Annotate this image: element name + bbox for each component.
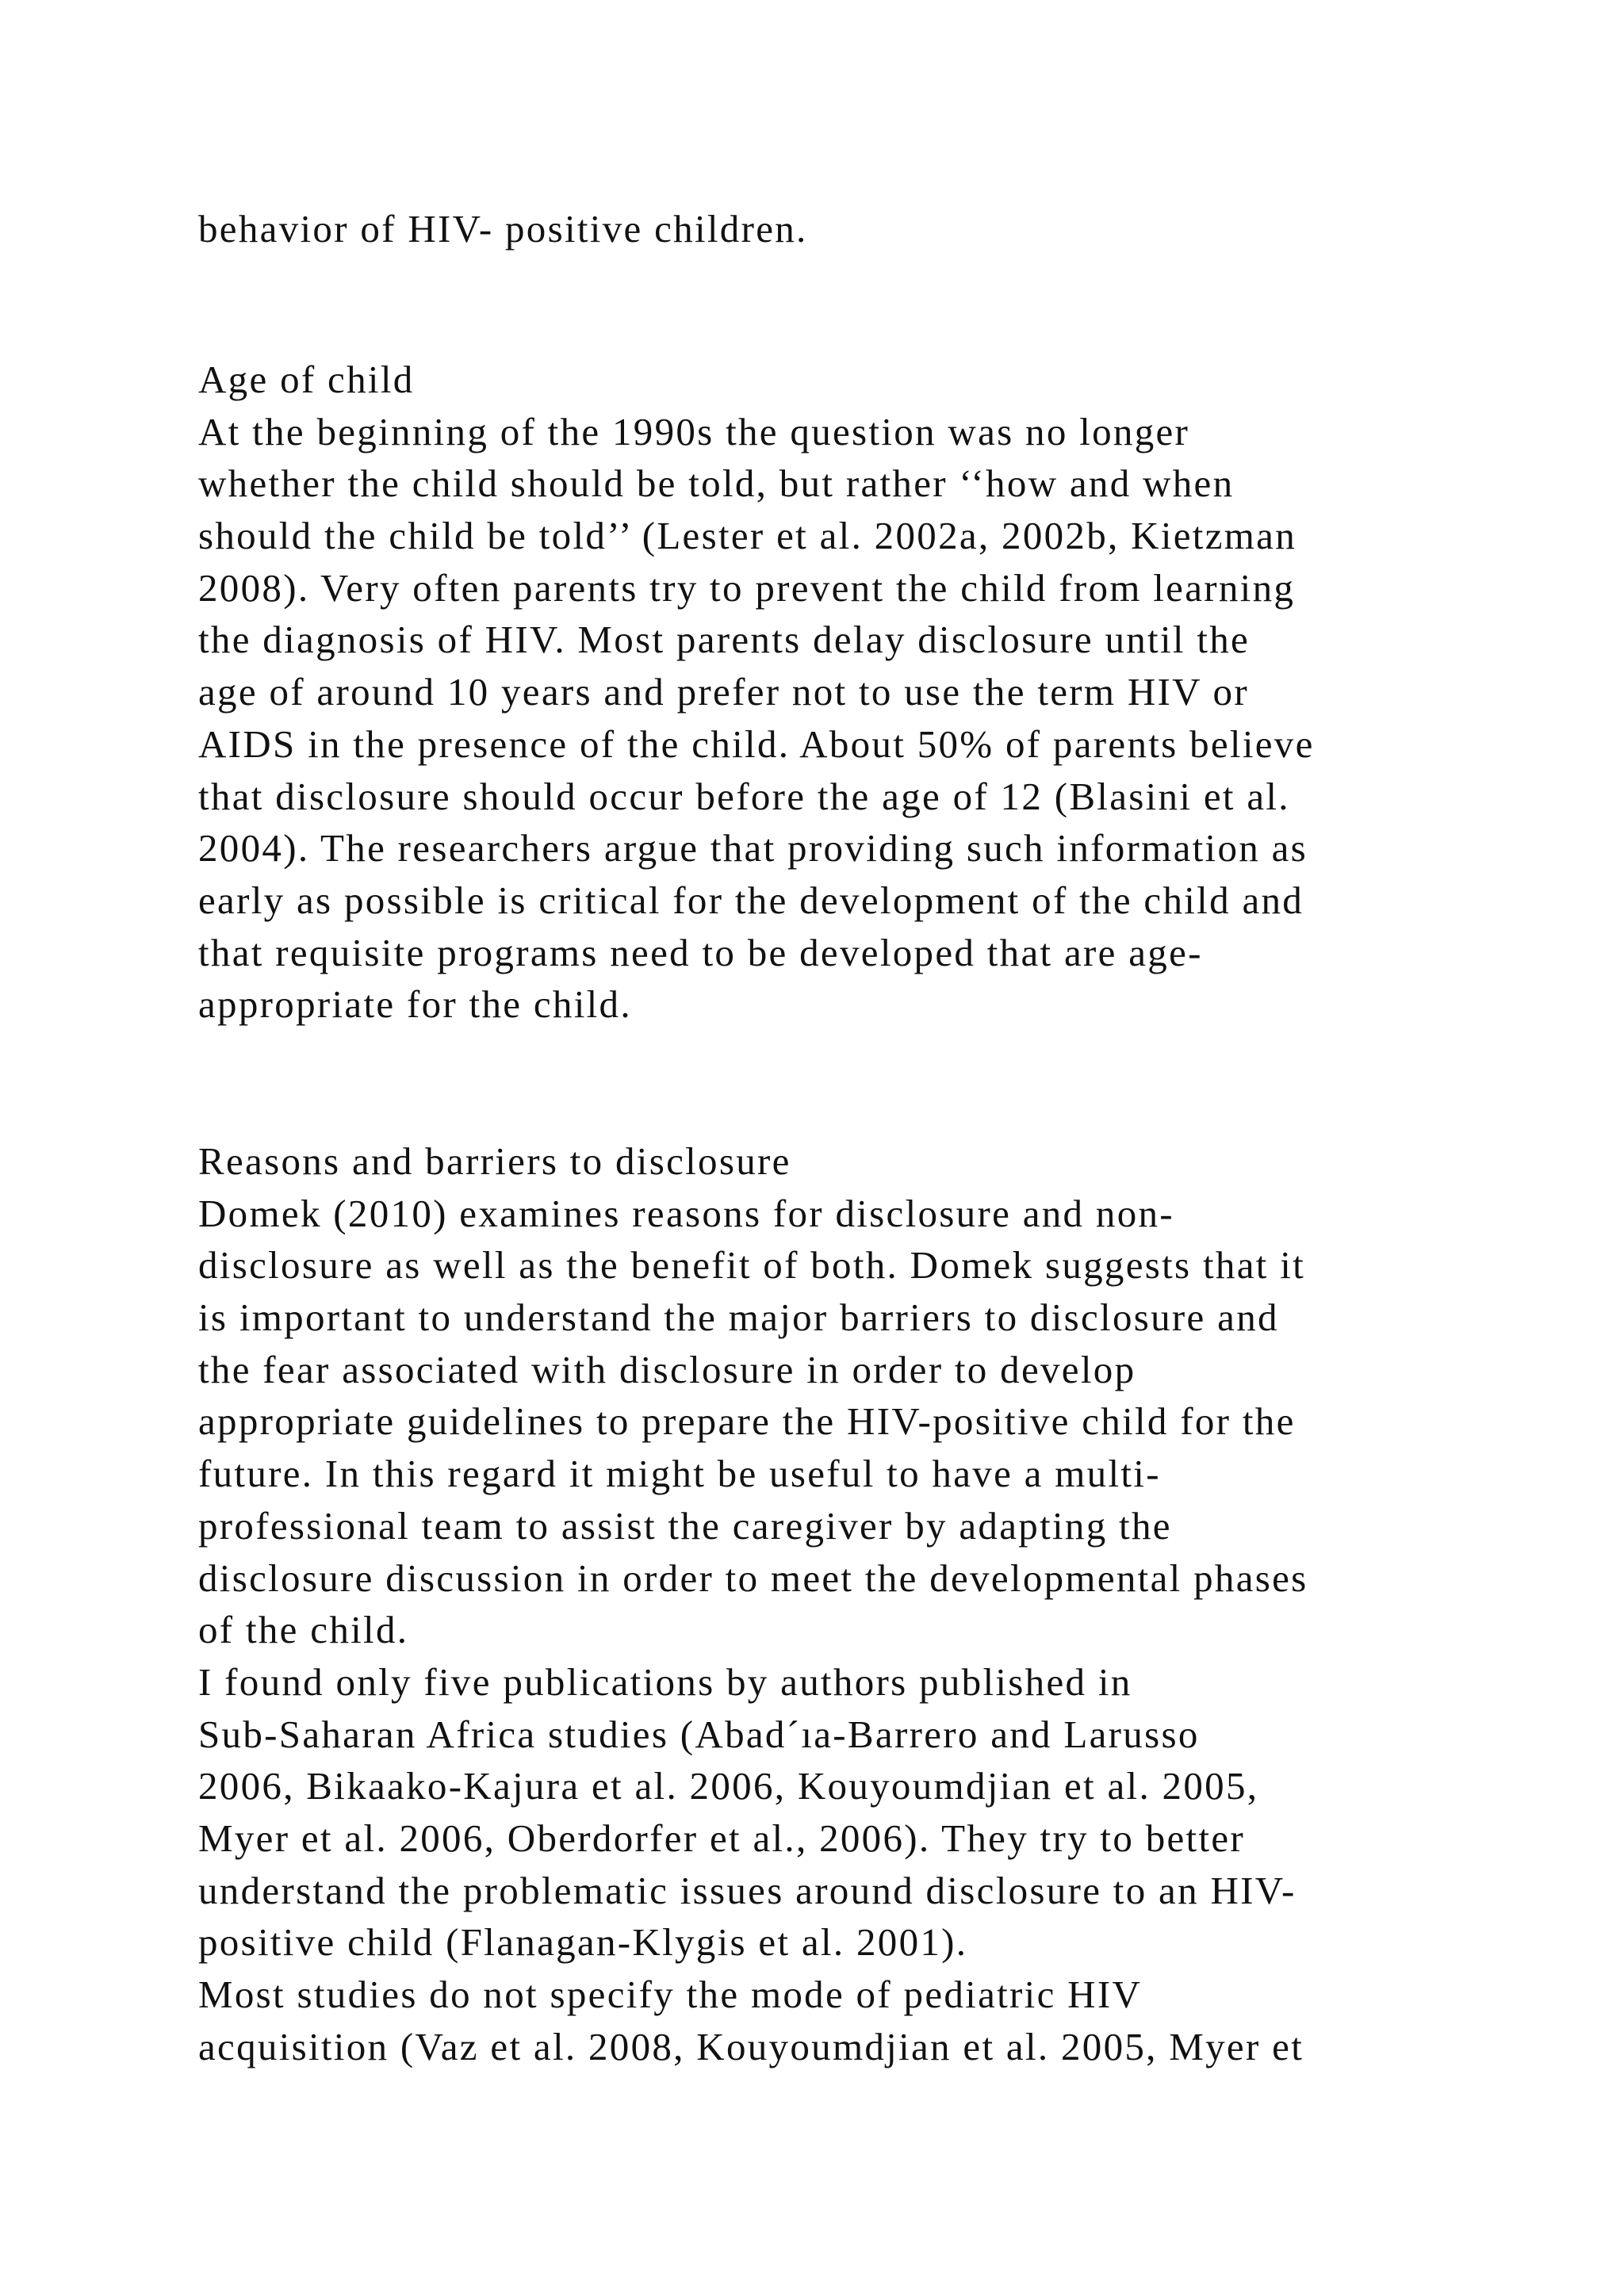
section-heading-age: Age of child — [198, 358, 415, 401]
text-line: that requisite programs need to be developed that are age- — [198, 930, 1203, 974]
text-line: future. In this regard it might be useful to have a multi- — [198, 1452, 1161, 1496]
text-line: disclosure as well as the benefit of both. Domek suggests that it — [198, 1243, 1306, 1288]
text-line: appropriate guidelines to prepare the HIV-positive child for the — [198, 1399, 1296, 1444]
text-line: I found only five publications by authors published in — [198, 1659, 1132, 1704]
text-line: is important to understand the major barriers to disclosure and — [198, 1295, 1279, 1340]
text-line: AIDS in the presence of the child. About 50% of parents believe — [198, 721, 1315, 766]
text-line: 2004). The researchers argue that providing such information as — [198, 826, 1308, 871]
text-line: Domek (2010) examines reasons for disclosure and non- — [198, 1191, 1174, 1235]
text-line: early as possible is critical for the development of the child and — [198, 878, 1304, 922]
section-age-of-child — [198, 354, 1507, 1031]
text-line: acquisition (Vaz et al. 2008, Kouyoumdjian et al. 2005, Myer et — [198, 2024, 1304, 2068]
text-line: 2006, Bikaako-Kajura et al. 2006, Kouyoumdjian et al. 2005, — [198, 1764, 1259, 1808]
text-line: Myer et al. 2006, Oberdorfer et al., 2006). They try to better — [198, 1816, 1246, 1860]
intro-paragraph — [198, 203, 1507, 255]
text-line: professional team to assist the caregiver by adapting the — [198, 1503, 1172, 1548]
text-line: Most studies do not specify the mode of pediatric HIV — [198, 1973, 1143, 2016]
text-line: whether the child should be told, but rather ‘‘how and when — [198, 461, 1235, 506]
text-line: that disclosure should occur before the age of 12 (Blasini et al. — [198, 774, 1290, 818]
text-line: understand the problematic issues around disclosure to an HIV- — [198, 1868, 1297, 1912]
section-reasons-barriers — [198, 1135, 1507, 2072]
text-line: 2008). Very often parents try to prevent the child from learning — [198, 565, 1296, 610]
text-line: age of around 10 years and prefer not to use the term HIV or — [198, 670, 1249, 714]
text-line: appropriate for the child. — [198, 982, 632, 1027]
text-line: positive child (Flanagan-Klygis et al. 2001). — [198, 1920, 968, 1965]
section-heading-reasons: Reasons and barriers to disclosure — [198, 1139, 791, 1183]
text-line: disclosure discussion in order to meet the developmental phases — [198, 1556, 1308, 1600]
text-line: the diagnosis of HIV. Most parents delay disclosure until the — [198, 618, 1251, 662]
text-line: Sub-Saharan Africa studies (Abad´ıa-Barrero and Larusso — [198, 1712, 1200, 1756]
text-line: should the child be told’’ (Lester et al. 2002a, 2002b, Kietzman — [198, 514, 1297, 558]
text-line: of the child. — [198, 1608, 409, 1652]
text-line: behavior of HIV- positive children. — [198, 207, 808, 251]
text-line: At the beginning of the 1990s the question was no longer — [198, 409, 1190, 453]
text-line: the fear associated with disclosure in order to develop — [198, 1347, 1136, 1391]
